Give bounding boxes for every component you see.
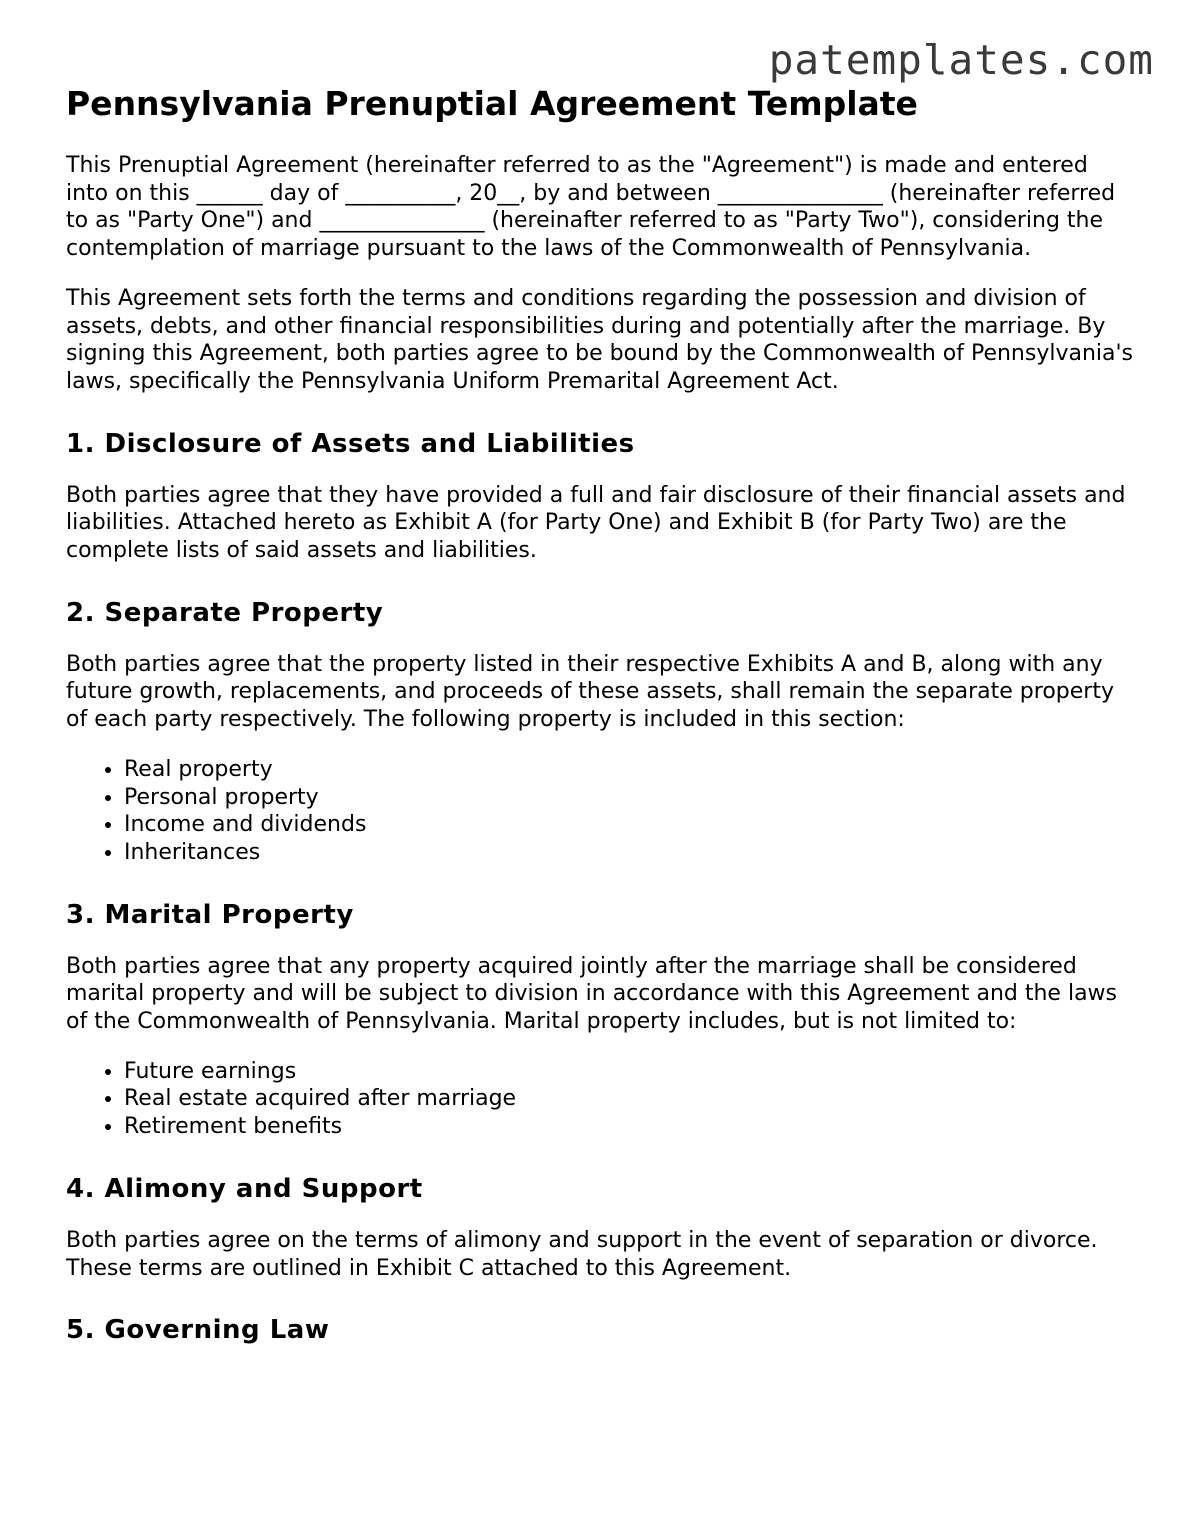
- section-heading: 3. Marital Property: [66, 899, 354, 930]
- document-title: Pennsylvania Prenuptial Agreement Template: [66, 84, 918, 123]
- section-heading: 4. Alimony and Support: [66, 1173, 423, 1204]
- list-item: • Personal property: [124, 784, 1136, 812]
- list-item: • Real property: [124, 756, 1136, 784]
- site-watermark: patemplates.com: [768, 36, 1154, 84]
- list-item: • Retirement benefits: [124, 1113, 1136, 1141]
- list-item: • Income and dividends: [124, 811, 1136, 839]
- list-item: • Real estate acquired after marriage: [124, 1085, 1136, 1113]
- section-heading: 2. Separate Property: [66, 597, 384, 628]
- list-item: • Future earnings: [124, 1058, 1136, 1086]
- section-paragraph: Both parties agree that any property acquired jointly after the marriage shall be considered marital property and will be subject to division in accordance with this Agreement and the laws of the Commonwealth of Pennsylvania. Marital property includes, but is not limited to:: [66, 953, 1118, 1035]
- separate-property-list: [66, 756, 1136, 867]
- document-page: [66, 84, 1136, 1368]
- section-paragraph: Both parties agree that they have provided a full and fair disclosure of their financial assets and liabilities. Attached hereto as Exhibit A (for Party One) and Exhibit B (for Party Two) are the complete lists of said assets and liabilities.: [66, 482, 1126, 564]
- section-heading: 5. Governing Law: [66, 1315, 330, 1346]
- list-item: • Inheritances: [124, 839, 1136, 867]
- intro-paragraph: This Agreement sets forth the terms and conditions regarding the possession and division of assets, debts, and other financial responsibilities during and potentially after the marriage. By signing this Agreement, both parties agree to be bound by the Commonwealth of Pennsylvania's laws, specifically the Pennsylvania Uniform Premarital Agreement Act.: [66, 285, 1134, 394]
- section-paragraph: Both parties agree on the terms of alimony and support in the event of separation or divorce. These terms are outlined in Exhibit C attached to this Agreement.: [66, 1227, 1098, 1281]
- intro-paragraph: This Prenuptial Agreement (hereinafter referred to as the "Agreement") is made and entered into on this ______ day of __________, 20__, by and between _______________ (hereinafter referred to as "Party One") and _______________ (hereinafter referred to as "Party Two"), considering the contemplation of marriage pursuant to the laws of the Commonwealth of Pennsylvania.: [66, 153, 1116, 262]
- section-paragraph: Both parties agree that the property listed in their respective Exhibits A and B, along with any future growth, replacements, and proceeds of these assets, shall remain the separate property of each party respectively. The following property is included in this section:: [66, 651, 1114, 733]
- section-heading: 1. Disclosure of Assets and Liabilities: [66, 428, 635, 459]
- marital-property-list: [66, 1058, 1136, 1141]
